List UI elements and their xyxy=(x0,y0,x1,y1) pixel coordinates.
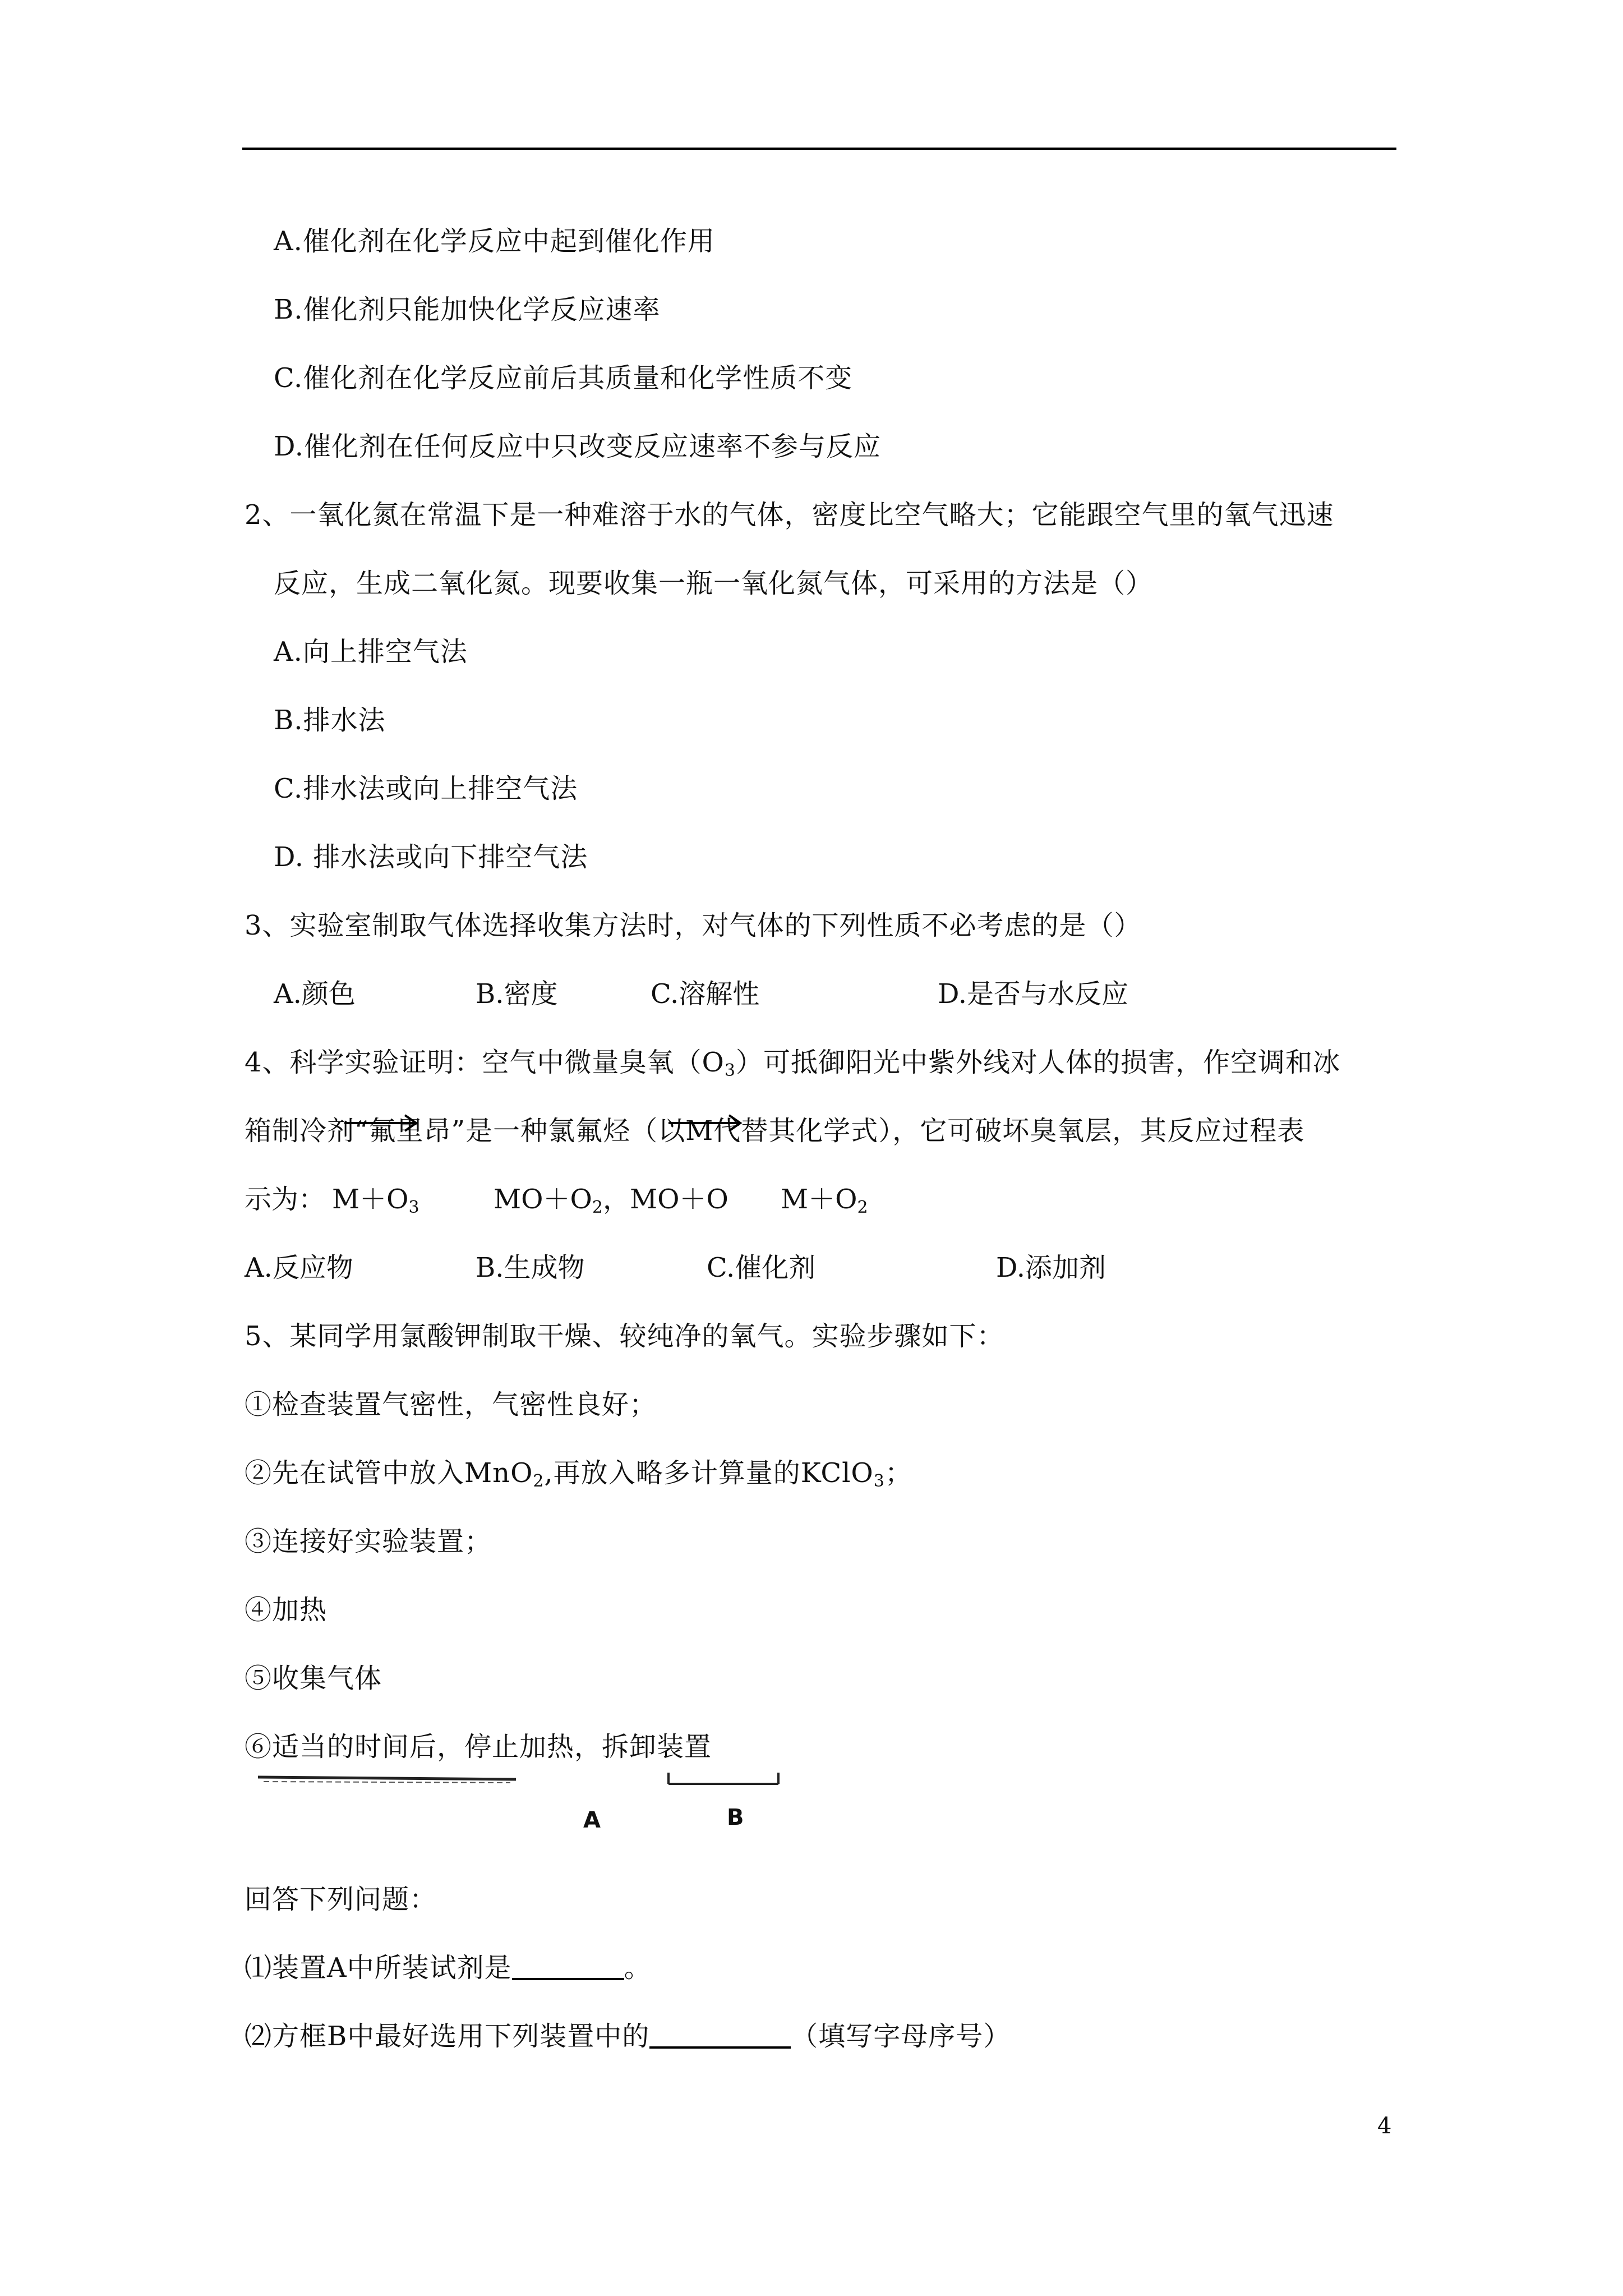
q4-option-c: C.催化剂 xyxy=(707,1252,816,1283)
answer-blank-2[interactable] xyxy=(649,2021,791,2049)
q5-sub1-end: 。 xyxy=(624,1952,652,1984)
apparatus-figure-fragment xyxy=(247,1767,808,1806)
q1-option-b: B.催化剂只能加快化学反应速率 xyxy=(274,294,661,325)
q5-stem: 5、某同学用氯酸钾制取干燥、较纯净的氧气。实验步骤如下： xyxy=(245,1320,1004,1352)
q2-stem-line1: 2、一氧化氮在常温下是一种难溶于水的气体，密度比空气略大；它能跟空气里的氧气迅速 xyxy=(245,499,1334,531)
q4-stem-line2: 箱制冷剂“氟里昂”是一种氯氟烃（以M代替其化学式），它可破坏臭氧层，其反应过程表 xyxy=(245,1115,1305,1147)
q3-stem: 3、实验室制取气体选择收集方法时，对气体的下列性质不必考虑的是（） xyxy=(245,910,1142,941)
q4-equation-middle xyxy=(494,1182,728,1216)
q4-eq3-subscript: 2 xyxy=(857,1198,868,1217)
q5-sub2-end: （填写字母序号） xyxy=(791,2021,1011,2052)
q1-option-d: D.催化剂在任何反应中只改变反应速率不参与反应 xyxy=(274,431,882,462)
header-rule xyxy=(242,148,1396,150)
reaction-arrow-icon xyxy=(666,1111,745,1133)
q5-step3: ③连接好实验装置； xyxy=(245,1526,492,1557)
q4-line1-subscript: 3 xyxy=(724,1061,736,1080)
q5-step2-text-a: ②先在试管中放入MnO xyxy=(245,1457,533,1489)
figure-label-b: B xyxy=(727,1805,744,1830)
q5-step4: ④加热 xyxy=(245,1594,328,1626)
q4-line3-label: 示为： xyxy=(245,1184,326,1215)
q4-equation-product xyxy=(781,1182,868,1216)
q4-stem-line1 xyxy=(245,1046,1340,1079)
q5-step2 xyxy=(245,1456,912,1490)
q2-option-a: A.向上排空气法 xyxy=(274,636,468,668)
q3-option-a: A.颜色 xyxy=(274,978,356,1010)
answer-blank-1[interactable] xyxy=(512,1952,624,1980)
q4-eq2-text-a: MO＋O xyxy=(494,1184,592,1215)
q3-option-b: B.密度 xyxy=(476,978,558,1010)
reaction-arrow-icon xyxy=(342,1111,421,1133)
q5-sub1-text: ⑴装置A中所装试剂是 xyxy=(245,1952,512,1984)
q5-sub2-text: ⑵方框B中最好选用下列装置中的 xyxy=(245,2021,650,2052)
q4-equation-reactant xyxy=(332,1182,419,1216)
q5-subquestion-1 xyxy=(245,1951,652,1985)
q2-option-b: B.排水法 xyxy=(274,705,386,736)
q4-line1-text-a: 4、科学实验证明：空气中微量臭氧（O xyxy=(245,1047,725,1078)
q4-line1-text-b: ）可抵御阳光中紫外线对人体的损害，作空调和冰 xyxy=(736,1047,1341,1078)
q4-option-a: A.反应物 xyxy=(245,1252,353,1283)
q5-step1: ①检查装置气密性，气密性良好； xyxy=(245,1389,657,1420)
q2-option-c: C.排水法或向上排空气法 xyxy=(274,773,578,804)
figure-label-a: A xyxy=(583,1807,601,1833)
q4-eq2-subscript: 2 xyxy=(592,1198,603,1217)
q5-subquestion-2 xyxy=(245,2019,1011,2053)
q5-step2-subscript: 2 xyxy=(533,1471,545,1491)
q5-step2-text-c: ； xyxy=(884,1457,912,1489)
q5-step6: ⑥适当的时间后，停止加热，拆卸装置 xyxy=(245,1731,712,1763)
q4-eq2-text-b: ，MO＋O xyxy=(602,1184,728,1215)
q2-option-d: D. 排水法或向下排空气法 xyxy=(274,841,588,873)
q3-option-c: C.溶解性 xyxy=(651,978,760,1010)
q4-option-d: D.添加剂 xyxy=(996,1252,1106,1283)
page-number: 4 xyxy=(1377,2113,1392,2139)
q2-stem-line2: 反应，生成二氧化氮。现要收集一瓶一氧化氮气体，可采用的方法是（） xyxy=(274,568,1154,599)
q4-option-b: B.生成物 xyxy=(476,1252,585,1283)
q5-step2-text-b: ,再放入略多计算量的KClO xyxy=(544,1457,874,1489)
q5-step2-subscript2: 3 xyxy=(873,1471,885,1491)
q1-option-a: A.催化剂在化学反应中起到催化作用 xyxy=(274,226,715,257)
q4-eq3-text: M＋O xyxy=(781,1184,857,1215)
q5-step5: ⑤收集气体 xyxy=(245,1663,382,1694)
q3-option-d: D.是否与水反应 xyxy=(938,978,1129,1010)
q4-eq1-text: M＋O xyxy=(332,1184,409,1215)
q1-option-c: C.催化剂在化学反应前后其质量和化学性质不变 xyxy=(274,362,853,394)
q5-answer-intro: 回答下列问题： xyxy=(245,1884,437,1915)
q4-eq1-subscript: 3 xyxy=(408,1198,419,1217)
